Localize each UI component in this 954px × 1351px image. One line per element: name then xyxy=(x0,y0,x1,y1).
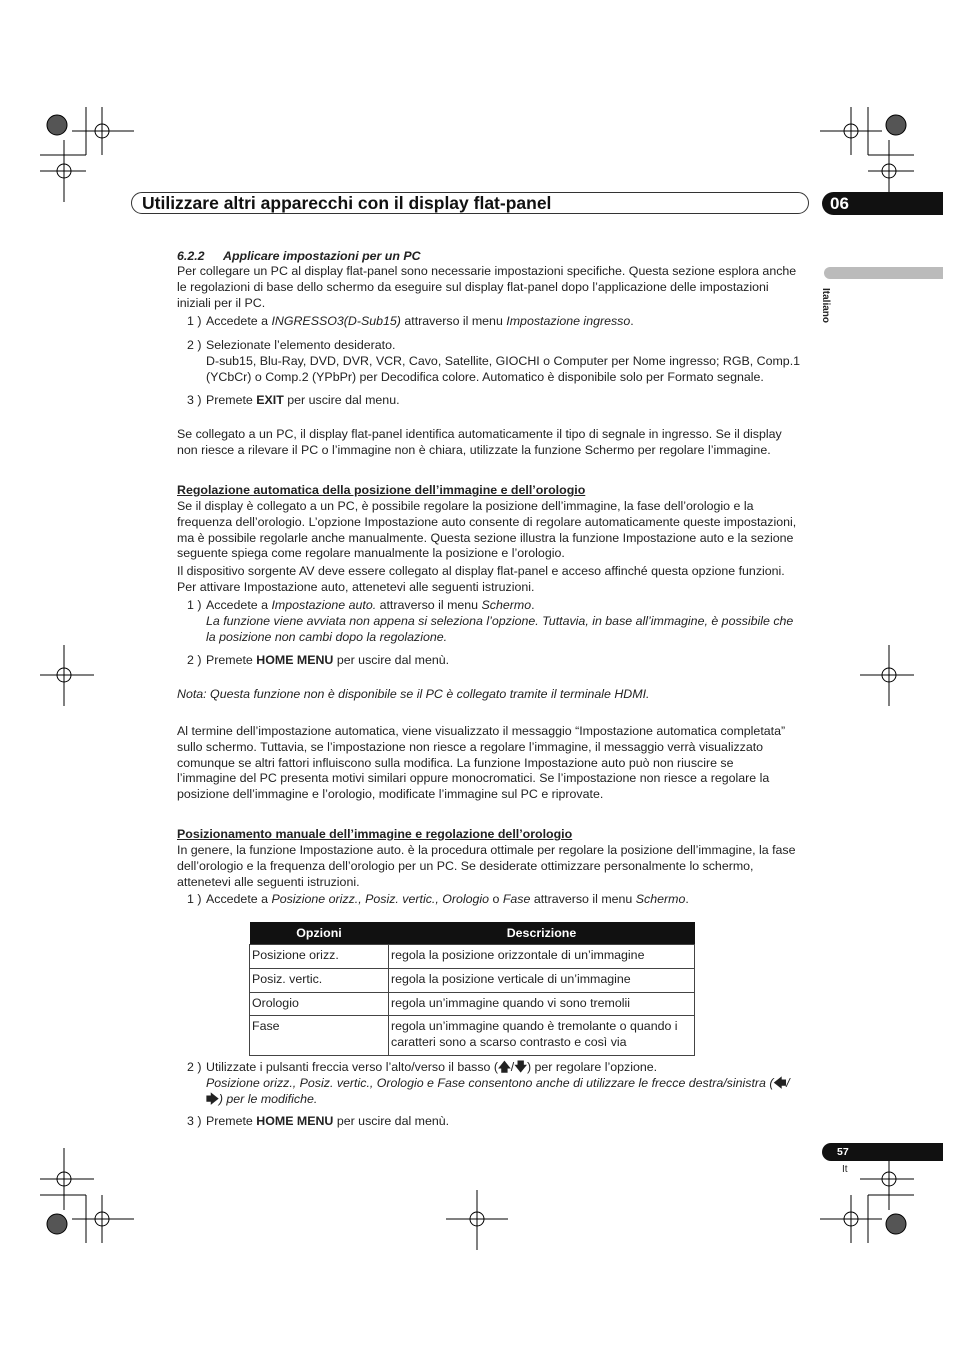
step-number: 3 ) xyxy=(187,1114,202,1128)
paragraph xyxy=(177,564,785,596)
step-number: 1 ) xyxy=(187,314,202,328)
text-line: iniziali per il PC. xyxy=(177,295,266,310)
step-note: La funzione viene avviata non appena si seleziona l’opzione. Tuttavia, in base all’immagine, è possibile che xyxy=(206,613,794,628)
text-line: Per collegare un PC al display flat-panel sono necessarie impostazioni specifiche. Questa sezione esplora anche xyxy=(177,264,797,278)
text-line: dell’orologio e la frequenza dell’orologio per un PC. Se desiderate ottimizzare personalmente lo schermo, xyxy=(177,858,754,873)
step-number: 1 ) xyxy=(187,598,202,612)
table-cell-option: Orologio xyxy=(250,992,389,1016)
page-number: 57 xyxy=(822,1143,943,1161)
paragraph xyxy=(177,843,796,890)
table-row xyxy=(250,1016,695,1056)
step-text: Accedete a Posizione orizz., Posiz. vertic., Orologio o Fase attraverso il menu Schermo. xyxy=(206,892,689,906)
table-cell-option: Fase xyxy=(250,1016,389,1056)
arrow-up-icon: 🡅 xyxy=(497,1060,511,1074)
text-line: le regolazioni di base dello schermo da eseguire sul display flat-panel dopo l’applicazione delle impostazioni xyxy=(177,279,769,294)
arrow-down-icon: 🡇 xyxy=(514,1060,527,1074)
step-text: Utilizzate i pulsanti freccia verso l’alto/verso il basso (🡅/🡇) per regolare l’opzione. xyxy=(206,1060,658,1074)
table-cell-option: Posizione orizz. xyxy=(250,945,389,969)
step-3 xyxy=(187,1114,827,1130)
step-note: 🡆) per le modifiche. xyxy=(206,1091,318,1106)
text-line: Se il display è collegato a un PC, è possibile regolare la posizione dell’immagine, la fase dell’orologio e la xyxy=(177,499,754,513)
note: Nota: Questa funzione non è disponibile se il PC è collegato tramite il terminale HDMI. xyxy=(177,687,650,701)
step-3 xyxy=(187,393,827,409)
table-cell-option: Posiz. vertic. xyxy=(250,968,389,992)
paragraph xyxy=(177,427,782,459)
step-1 xyxy=(187,314,827,330)
chapter-badge: 06 xyxy=(822,192,943,215)
text-line: sullo schermo. Tuttavia, se l’impostazione non riesce a regolare l’immagine, il messaggio verrà visualizzato xyxy=(177,739,764,754)
step-number: 3 ) xyxy=(187,393,202,407)
table-header-row xyxy=(250,922,695,945)
table-header: Opzioni xyxy=(250,922,389,945)
section-number: 6.2.2 xyxy=(177,249,205,263)
text-line: l’immagine del PC presenta motivi similari oppure monocromatici. Se l’impostazione non riesce a regolare la xyxy=(177,771,770,786)
step-note: la posizione non cambi dopo la regolazione. xyxy=(206,629,448,644)
step-text: D-sub15, Blu-Ray, DVD, DVR, VCR, Cavo, Satellite, GIOCHI o Computer per Nome ingresso; RGB, Comp.1 xyxy=(206,353,801,368)
page-title: Utilizzare altri apparecchi con il display flat-panel xyxy=(142,193,552,213)
text-line: ma è possibile regolarle anche manualmente. Questa sezione illustra la funzione Impostazione auto e la sezione xyxy=(177,530,794,545)
arrow-left-icon: 🡄 xyxy=(773,1075,787,1090)
options-table xyxy=(249,922,695,1056)
language-label: Italiano xyxy=(820,288,831,324)
text-line: non riesce a rilevare il PC o l’immagine non è chiara, utilizzate la funzione Schermo per regolare l’immagine. xyxy=(177,442,771,457)
step-text: Premete EXIT per uscire dal menu. xyxy=(206,393,400,407)
subsection-heading-manual: Posizionamento manuale dell’immagine e regolazione dell’orologio xyxy=(177,827,573,841)
step-text: Selezionate l’elemento desiderato. xyxy=(206,338,396,352)
step-2 xyxy=(187,1060,827,1108)
paragraph xyxy=(177,724,785,803)
step-text: Premete HOME MENU per uscire dal menù. xyxy=(206,653,450,667)
table-cell-description: regola la posizione verticale di un’immagine xyxy=(389,968,695,992)
text-line: Il dispositivo sorgente AV deve essere collegato al display flat-panel e acceso affinché questa opzione funzioni. xyxy=(177,564,785,578)
step-1 xyxy=(187,892,827,908)
text-line: seguente spiega come regolare manualmente la posizione e l’orologio. xyxy=(177,546,565,561)
table-row xyxy=(250,945,695,969)
arrow-right-icon: 🡆 xyxy=(206,1091,219,1106)
text-line: posizione dell’immagine e l’orologio, modificate l’immagine sul PC e riprovate. xyxy=(177,787,604,802)
step-number: 2 ) xyxy=(187,653,202,667)
step-2 xyxy=(187,338,827,386)
table-header: Descrizione xyxy=(389,922,695,945)
text-line: frequenza dell’orologio. L’opzione Impostazione auto consente di regolare automaticamente queste impostazioni, xyxy=(177,514,797,529)
step-1 xyxy=(187,598,827,646)
paragraph xyxy=(177,499,796,562)
page-language: It xyxy=(842,1164,848,1175)
text-line: In genere, la funzione Impostazione auto. è la procedura ottimale per regolare la posizione dell’immagine, la fase xyxy=(177,843,796,857)
intro-paragraph xyxy=(177,264,796,311)
text-line: Al termine dell’impostazione automatica, viene visualizzato il messaggio “Impostazione automatica completata” xyxy=(177,724,786,738)
step-text: Accedete a Impostazione auto. attraverso il menu Schermo. xyxy=(206,598,535,612)
text-line: comunque se altri fattori influiscono sulla modifica. La funzione Impostazione auto può non riuscire se xyxy=(177,755,734,770)
step-number: 2 ) xyxy=(187,1060,202,1074)
step-number: 1 ) xyxy=(187,892,202,906)
table-cell-description: regola la posizione orizzontale di un’immagine xyxy=(389,945,695,969)
table-row xyxy=(250,968,695,992)
text-line: Se collegato a un PC, il display flat-panel identifica automaticamente il tipo di segnale in ingresso. Se il display xyxy=(177,427,782,441)
step-text: Accedete a INGRESSO3(D-Sub15) attraverso il menu Impostazione ingresso. xyxy=(206,314,634,328)
section-title: Applicare impostazioni per un PC xyxy=(223,249,421,263)
table-cell-description: regola un’immagine quando vi sono tremolii xyxy=(389,992,695,1016)
text-line: attenetevi alle seguenti istruzioni. xyxy=(177,874,360,889)
table-row xyxy=(250,992,695,1016)
table-cell-description: regola un’immagine quando è tremolante o quando i caratteri sono a scarso contrasto e così via xyxy=(389,1016,695,1056)
section-heading xyxy=(177,249,421,263)
step-number: 2 ) xyxy=(187,338,202,352)
step-2 xyxy=(187,653,827,669)
step-text: Premete HOME MENU per uscire dal menù. xyxy=(206,1114,450,1128)
step-text: (YCbCr) o Comp.2 (YPbPr) per Decodifica colore. Automatico è disponibile solo per Formato segnale. xyxy=(206,369,764,384)
language-tab xyxy=(824,267,943,279)
text-line: Per attivare Impostazione auto, attenetevi alle seguenti istruzioni. xyxy=(177,579,535,594)
step-note: Posizione orizz., Posiz. vertic., Orologio e Fase consentono anche di utilizzare le frecce destra/sinistra (🡄/ xyxy=(206,1075,790,1090)
subsection-heading-auto: Regolazione automatica della posizione dell’immagine e dell’orologio xyxy=(177,483,586,497)
